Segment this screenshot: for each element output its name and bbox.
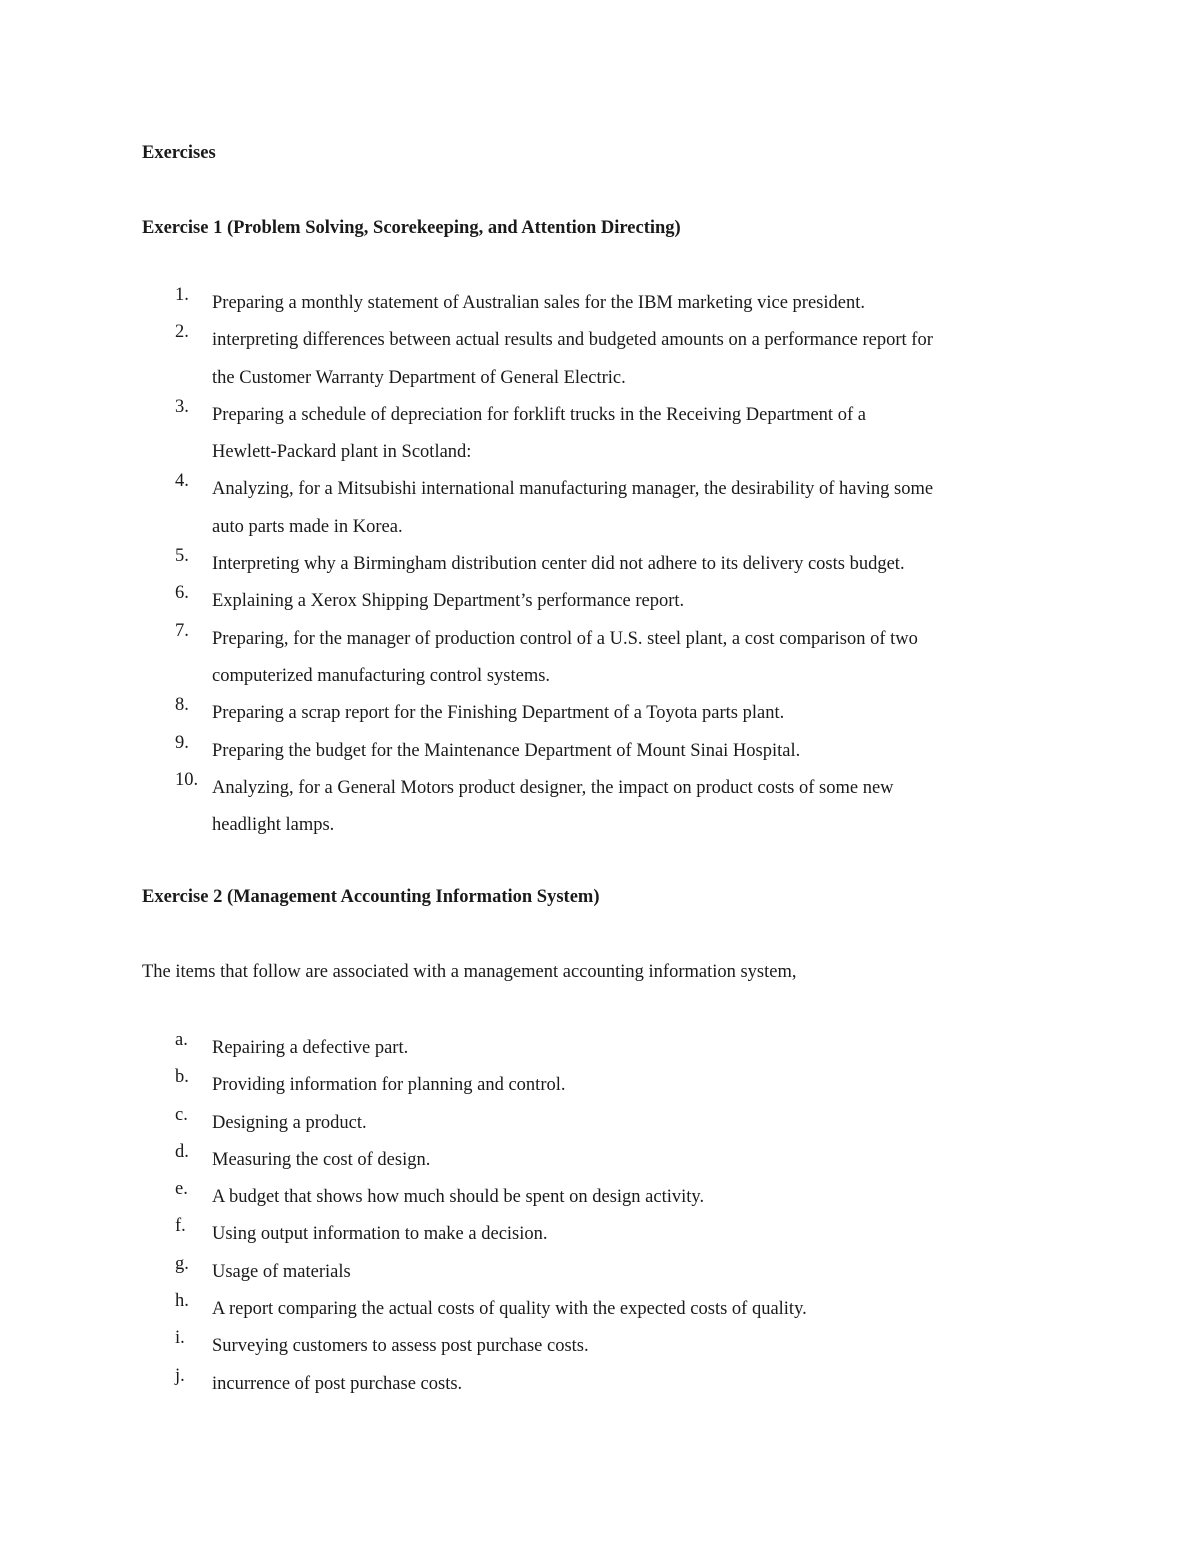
list-item-marker: e. <box>175 1179 188 1200</box>
list-item-line: Analyzing, for a Mitsubishi international manufacturing manager, the desirability of having some <box>212 479 934 500</box>
list-item <box>0 1179 1200 1216</box>
list-item-marker: j. <box>175 1365 185 1386</box>
list-item-line: Preparing a monthly statement of Australian sales for the IBM marketing vice president. <box>212 293 865 313</box>
list-item-marker: g. <box>175 1253 189 1274</box>
list-item-marker: c. <box>175 1104 188 1125</box>
list-item-marker: 1. <box>175 285 189 305</box>
list-item <box>0 770 1200 845</box>
list-item <box>0 1216 1200 1253</box>
list-item-text <box>212 1067 1062 1104</box>
list-item <box>0 1291 1200 1328</box>
list-item-marker: 8. <box>175 695 189 716</box>
list-item-text <box>212 1328 1062 1365</box>
list-item-line: Repairing a defective part. <box>212 1038 409 1058</box>
list-item-text <box>212 1254 1062 1291</box>
list-item-marker: b. <box>175 1067 189 1088</box>
list-item-text <box>212 546 1062 583</box>
list-item <box>0 1105 1200 1142</box>
exercise-2-list <box>0 1030 1200 1403</box>
list-item-line: Hewlett-Packard plant in Scotland: <box>212 442 472 463</box>
list-item <box>0 733 1200 770</box>
list-item <box>0 583 1200 620</box>
list-item-line: Preparing the budget for the Maintenance Department of Mount Sinai Hospital. <box>212 740 801 761</box>
list-item-text <box>212 1291 1062 1328</box>
list-item <box>0 621 1200 696</box>
list-item-line: A report comparing the actual costs of quality with the expected costs of quality. <box>212 1299 807 1320</box>
list-item-line: Preparing a scrap report for the Finishing Department of a Toyota parts plant. <box>212 703 785 724</box>
list-item-line: interpreting differences between actual results and budgeted amounts on a performance report for <box>212 330 933 351</box>
list-item-line: headlight lamps. <box>212 815 335 836</box>
list-item-line: Designing a product. <box>212 1112 367 1133</box>
list-item-marker: 6. <box>175 583 189 604</box>
list-item-text <box>212 471 1062 546</box>
list-item-line: Preparing a schedule of depreciation for forklift trucks in the Receiving Department of a <box>212 404 866 425</box>
list-item-text <box>212 1030 1062 1067</box>
list-item-marker: 4. <box>175 471 189 492</box>
list-item <box>0 397 1200 472</box>
list-item <box>0 1067 1200 1104</box>
list-item-marker: d. <box>175 1141 189 1162</box>
list-item-line: Interpreting why a Birmingham distribution center did not adhere to its delivery costs budget. <box>212 554 905 575</box>
list-item-line: auto parts made in Korea. <box>212 516 403 537</box>
list-item-text <box>212 1216 1062 1253</box>
list-item-text <box>212 770 1062 845</box>
list-item-line: Measuring the cost of design. <box>212 1149 431 1170</box>
list-item-text <box>212 1142 1062 1179</box>
list-item-line: Explaining a Xerox Shipping Department’s performance report. <box>212 591 685 612</box>
list-item-text <box>212 1179 1062 1216</box>
list-item-marker: 3. <box>175 396 189 417</box>
document-title: Exercises <box>142 143 216 163</box>
list-item-text <box>212 1105 1062 1142</box>
list-item-marker: i. <box>175 1328 185 1349</box>
list-item-text <box>212 733 1062 770</box>
exercise-2-intro: The items that follow are associated with a management accounting information system, <box>142 962 797 982</box>
list-item-marker: 10. <box>175 769 199 790</box>
list-item-text <box>212 621 1062 696</box>
list-item-marker: 5. <box>175 546 189 567</box>
list-item <box>0 1328 1200 1365</box>
list-item-marker: 9. <box>175 732 189 753</box>
list-item-text <box>212 397 1062 472</box>
exercise-1-heading: Exercise 1 (Problem Solving, Scorekeeping, and Attention Directing) <box>142 218 681 238</box>
exercise-1-list <box>0 285 1200 844</box>
list-item-marker: 2. <box>175 322 189 343</box>
list-item-line: Usage of materials <box>212 1261 351 1282</box>
list-item-marker: a. <box>175 1030 188 1050</box>
list-item-line: Analyzing, for a General Motors product designer, the impact on product costs of some new <box>212 777 894 798</box>
list-item-line: Surveying customers to assess post purchase costs. <box>212 1336 589 1357</box>
list-item-text <box>212 695 1062 732</box>
list-item-marker: h. <box>175 1291 189 1312</box>
list-item-marker: 7. <box>175 620 189 641</box>
list-item <box>0 1142 1200 1179</box>
list-item-line: A budget that shows how much should be spent on design activity. <box>212 1187 705 1208</box>
list-item-text <box>212 285 1062 322</box>
list-item-line: Providing information for planning and control. <box>212 1075 566 1096</box>
list-item-marker: f. <box>175 1216 186 1237</box>
list-item-text <box>212 322 1062 397</box>
list-item <box>0 1030 1200 1067</box>
list-item <box>0 1254 1200 1291</box>
list-item <box>0 322 1200 397</box>
list-item-line: incurrence of post purchase costs. <box>212 1373 463 1394</box>
list-item <box>0 546 1200 583</box>
list-item-text <box>212 1366 1062 1403</box>
list-item <box>0 695 1200 732</box>
list-item-text <box>212 583 1062 620</box>
list-item-line: Using output information to make a decision. <box>212 1224 548 1245</box>
list-item-line: Preparing, for the manager of production control of a U.S. steel plant, a cost comparison of two <box>212 628 918 649</box>
list-item-line: computerized manufacturing control systems. <box>212 665 551 686</box>
exercise-2-heading: Exercise 2 (Management Accounting Information System) <box>142 887 600 907</box>
list-item-line: the Customer Warranty Department of General Electric. <box>212 367 626 388</box>
list-item <box>0 471 1200 546</box>
list-item <box>0 1366 1200 1403</box>
list-item <box>0 285 1200 322</box>
